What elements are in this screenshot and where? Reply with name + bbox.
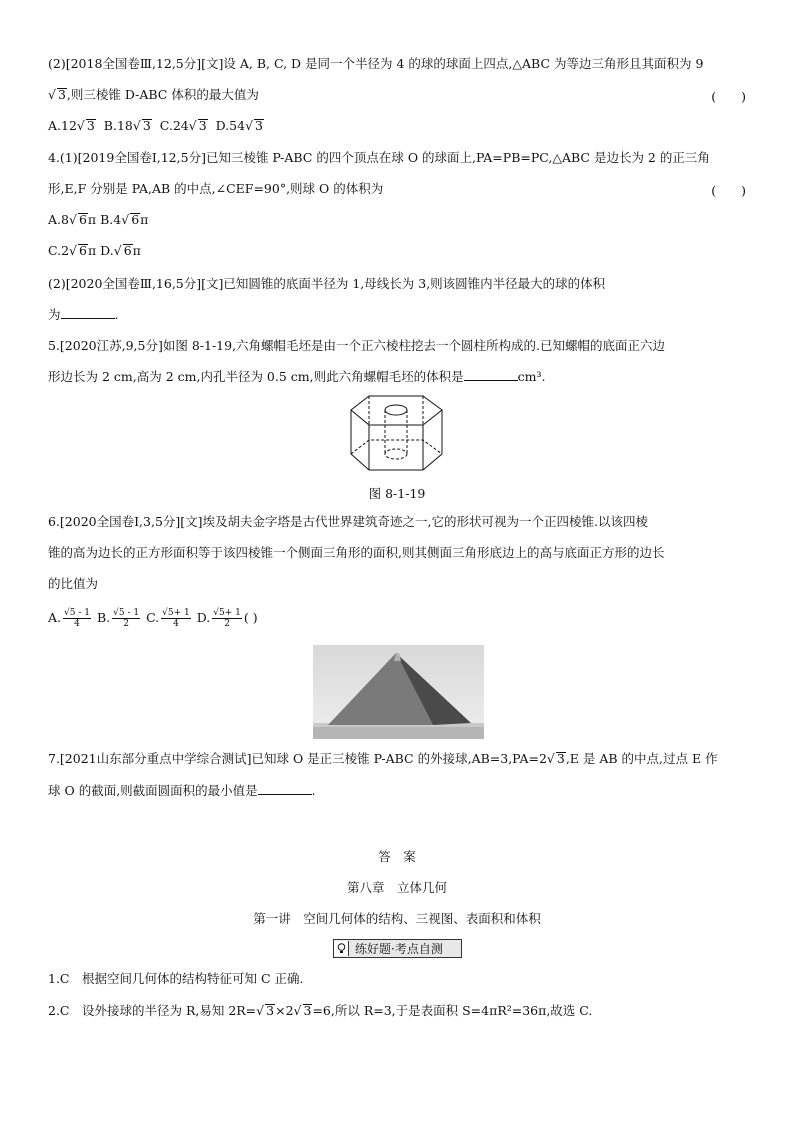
section-title: 第一讲 空间几何体的结构、三视图、表面积和体积 — [253, 911, 541, 926]
q4b-line1: (2)[2020全国卷Ⅲ,16,5分][文]已知圆锥的底面半径为 1,母线长为 3,则该圆锥内半径最大的球的体积 — [48, 276, 606, 291]
q4b-line2: 为 . — [48, 307, 119, 322]
q3b-options: A.12√ 3 B.18√ 3 C.24√ 3 D.54√ 3 — [48, 118, 263, 133]
q6-line2: 锥的高为边长的正方形面积等于该四棱锥一个侧面三角形的面积,则其侧面三角形底边上的高与底面正方形的边长 — [48, 545, 665, 560]
q5-line2: 形边长为 2 cm,高为 2 cm,内孔半径为 0.5 cm,则此六角螺帽毛坯的体积是 cm³. — [48, 369, 546, 384]
answer-blank — [61, 308, 115, 319]
q4a-line1: 4.(1)[2019全国卷Ⅰ,12,5分]已知三棱锥 P-ABC 的四个顶点在球 O 的球面上,PA=PB=PC,△ABC 是边长为 2 的正三角 — [48, 150, 710, 165]
answer-blank — [464, 370, 518, 381]
hexagonal-nut-figure — [347, 392, 447, 474]
answer-1: 1.C 根据空间几何体的结构特征可知 C 正确. — [48, 971, 304, 986]
q5-line1: 5.[2020江苏,9,5分]如图 8-1-19,六角螺帽毛坯是由一个正六棱柱挖去一个圆柱所构成的.已知螺帽的底面正六边 — [48, 338, 666, 353]
figure-caption: 图 8-1-19 — [368, 486, 426, 501]
sqrt-icon: √ — [48, 87, 56, 102]
answers-title: 答 案 — [378, 849, 416, 864]
chapter-title: 第八章 立体几何 — [346, 880, 447, 895]
q3b-line2: √ 3,则三棱锥 D-ABC 体积的最大值为 — [48, 87, 259, 102]
q4a-options-cd: C.2√ 6π D.√ 6π — [48, 243, 141, 258]
q6-options: A. $\frac{√5 - 1}{4}$ B. $\frac{√5 - 1}{2}$ C. $\frac{√5+ 1}{4}$ D. $\frac{√5+ 1}{2}$ ( ) — [48, 608, 258, 629]
q6-line3: 的比值为 — [48, 576, 99, 591]
q3b-line1: (2)[2018全国卷Ⅲ,12,5分][文]设 A, B, C, D 是同一个半径为 4 的球的球面上四点,△ABC 为等边三角形且其面积为 9 — [48, 56, 704, 71]
lightbulb-icon — [334, 941, 349, 956]
q4a-options-ab: A.8√ 6π B.4√ 6π — [48, 212, 149, 227]
pyramid-photo — [313, 645, 484, 739]
q4a-answer-paren: ( ) — [711, 183, 746, 198]
section-badge: 练好题·考点自测 — [333, 939, 462, 958]
q7-line2: 球 O 的截面,则截面圆面积的最小值是 . — [48, 783, 316, 798]
q7-line1: 7.[2021山东部分重点中学综合测试]已知球 O 是正三棱锥 P-ABC 的外接球,AB=3,PA=2√ 3,E 是 AB 的中点,过点 E 作 — [48, 751, 718, 766]
q3b-answer-paren: ( ) — [711, 89, 746, 104]
answer-blank — [258, 784, 312, 795]
q6-line1: 6.[2020全国卷Ⅰ,3,5分][文]埃及胡夫金字塔是古代世界建筑奇迹之一,它的形状可视为一个正四棱锥.以该四棱 — [48, 514, 648, 529]
q4a-line2: 形,E,F 分别是 PA,AB 的中点,∠CEF=90°,则球 O 的体积为 — [48, 181, 384, 196]
answer-2: 2.C 设外接球的半径为 R,易知 2R=√ 3×2√ 3=6,所以 R=3,于是表面积 S=4πR²=36π,故选 C. — [48, 1003, 593, 1018]
